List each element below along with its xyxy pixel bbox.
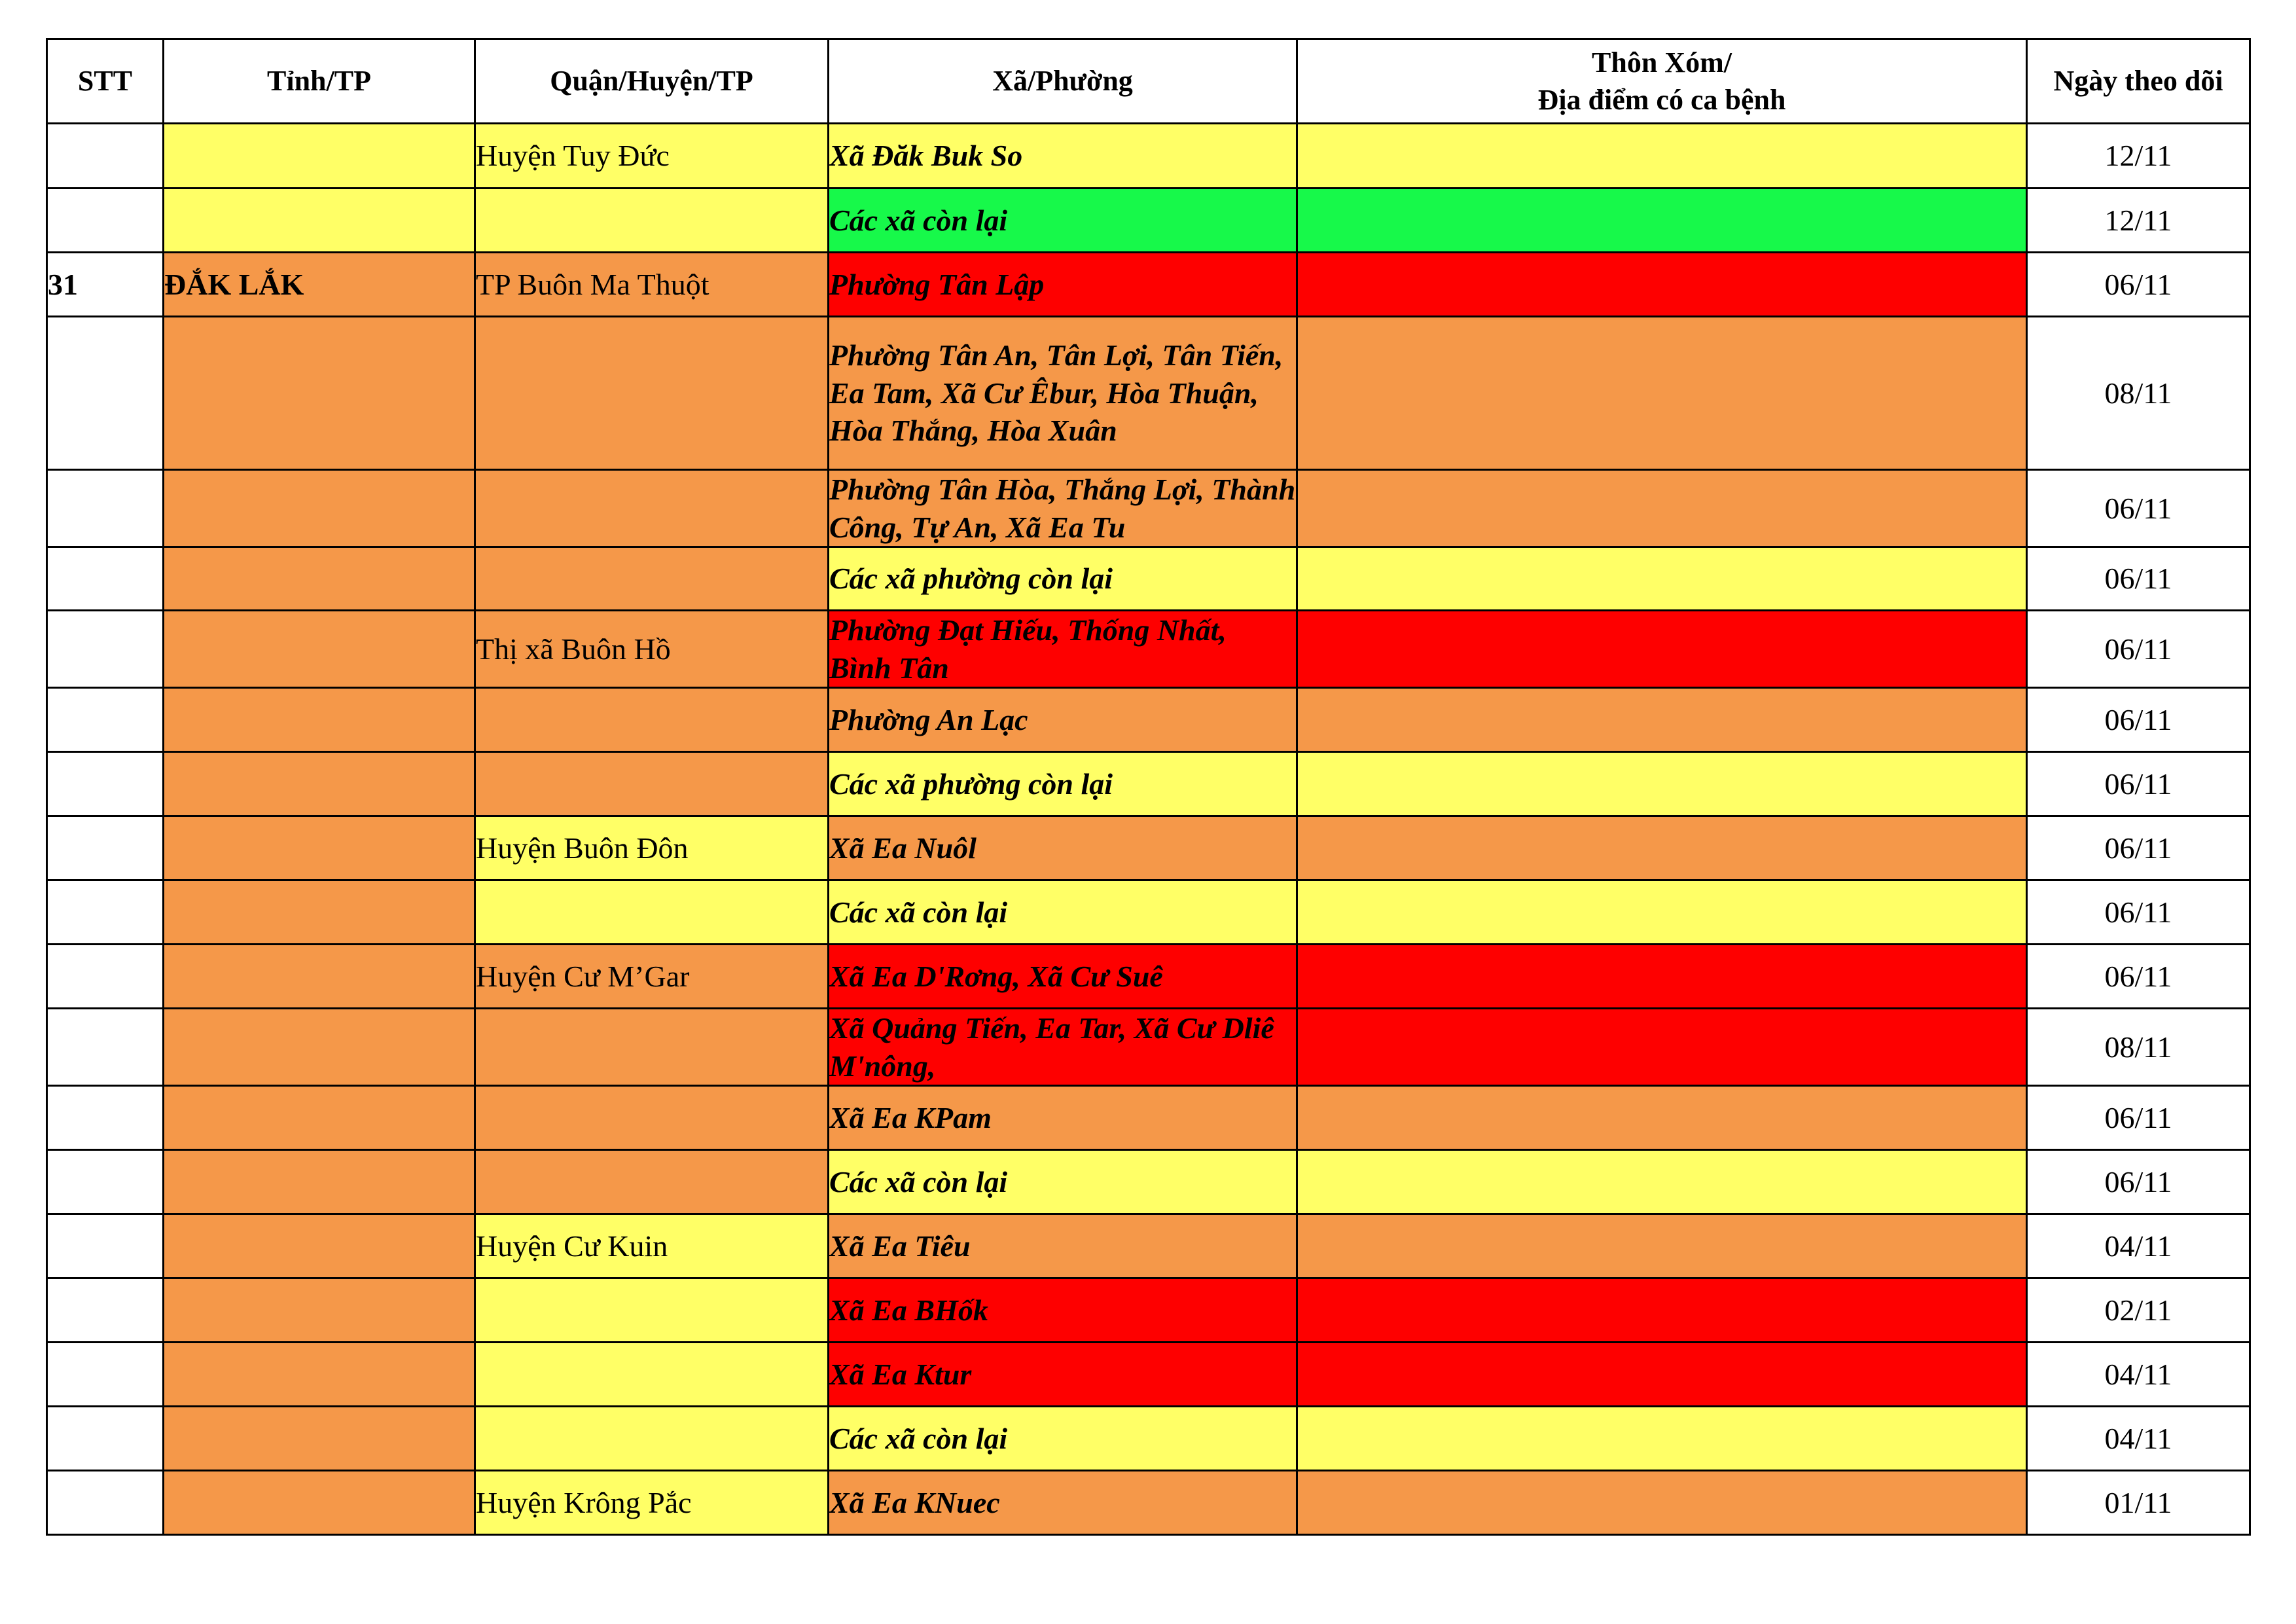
cell-thon: [1297, 253, 2027, 317]
table-row: [47, 547, 2250, 611]
cell-quan: [475, 1407, 829, 1471]
cell-thon: [1297, 688, 2027, 752]
cell-tinh: [164, 470, 475, 547]
cell-xa: Phường Tân Hòa, Thắng Lợi, Thành Công, Tự An, Xã Ea Tu: [829, 470, 1297, 547]
table-row: [47, 752, 2250, 816]
cell-ngay: 06/11: [2027, 688, 2250, 752]
cell-ngay: 02/11: [2027, 1278, 2250, 1343]
cell-stt: [47, 470, 164, 547]
cell-tinh: [164, 816, 475, 880]
cell-xa: Xã Ea KPam: [829, 1086, 1297, 1150]
cell-tinh: [164, 880, 475, 945]
cell-ngay: 04/11: [2027, 1407, 2250, 1471]
cell-xa: Phường Tân An, Tân Lợi, Tân Tiến, Ea Tam, Xã Cư Êbur, Hòa Thuận, Hòa Thắng, Hòa Xuân: [829, 317, 1297, 470]
table-row: [47, 611, 2250, 688]
cell-ngay: 08/11: [2027, 317, 2250, 470]
cell-quan: Huyện Krông Pắc: [475, 1471, 829, 1535]
table-row: [47, 880, 2250, 945]
table-row: [47, 1278, 2250, 1343]
cell-stt: [47, 1407, 164, 1471]
cell-ngay: 04/11: [2027, 1214, 2250, 1278]
table-row: [47, 816, 2250, 880]
table-row: [47, 1343, 2250, 1407]
cell-thon: [1297, 1086, 2027, 1150]
cell-xa: Xã Đăk Buk So: [829, 124, 1297, 189]
cell-xa: Xã Ea BHốk: [829, 1278, 1297, 1343]
cell-ngay: 06/11: [2027, 945, 2250, 1009]
cell-ngay: 06/11: [2027, 470, 2250, 547]
table-row: [47, 945, 2250, 1009]
cell-xa: Các xã còn lại: [829, 189, 1297, 253]
cell-thon: [1297, 547, 2027, 611]
table-row: [47, 470, 2250, 547]
cell-tinh: [164, 124, 475, 189]
cell-quan: Thị xã Buôn Hồ: [475, 611, 829, 688]
cell-quan: [475, 547, 829, 611]
table-row: [47, 124, 2250, 189]
table-row: [47, 253, 2250, 317]
cell-stt: [47, 1009, 164, 1086]
cell-tinh: [164, 1343, 475, 1407]
cell-tinh: [164, 1086, 475, 1150]
cell-xa: Xã Ea D'Rơng, Xã Cư Suê: [829, 945, 1297, 1009]
cell-quan: Huyện Buôn Đôn: [475, 816, 829, 880]
table-row: [47, 317, 2250, 470]
cell-quan: [475, 1009, 829, 1086]
cell-xa: Phường Đạt Hiếu, Thống Nhất, Bình Tân: [829, 611, 1297, 688]
cell-xa: Các xã phường còn lại: [829, 547, 1297, 611]
cell-xa: Các xã còn lại: [829, 1150, 1297, 1214]
cell-quan: [475, 470, 829, 547]
header-row: [47, 39, 2250, 124]
cell-ngay: 06/11: [2027, 1150, 2250, 1214]
cell-xa: Xã Quảng Tiến, Ea Tar, Xã Cư Dliê M'nông,: [829, 1009, 1297, 1086]
header-thon-line2: Địa điểm có ca bệnh: [1537, 84, 1786, 116]
header-ngay: Ngày theo dõi: [2027, 39, 2250, 124]
cell-ngay: 06/11: [2027, 611, 2250, 688]
cell-quan: [475, 1150, 829, 1214]
cell-xa: Các xã còn lại: [829, 880, 1297, 945]
cell-ngay: 06/11: [2027, 816, 2250, 880]
cell-xa: Xã Ea KNuec: [829, 1471, 1297, 1535]
cell-quan: [475, 752, 829, 816]
cell-tinh: [164, 752, 475, 816]
cell-stt: [47, 1086, 164, 1150]
table-row: [47, 1086, 2250, 1150]
cell-thon: [1297, 816, 2027, 880]
cell-stt: [47, 945, 164, 1009]
header-stt: STT: [47, 39, 164, 124]
cell-ngay: 06/11: [2027, 1086, 2250, 1150]
cell-quan: [475, 1086, 829, 1150]
cell-thon: [1297, 1471, 2027, 1535]
cell-xa: Các xã còn lại: [829, 1407, 1297, 1471]
cell-quan: [475, 189, 829, 253]
table-row: [47, 1407, 2250, 1471]
cell-stt: [47, 816, 164, 880]
cell-thon: [1297, 317, 2027, 470]
cell-ngay: 06/11: [2027, 547, 2250, 611]
cell-tinh: [164, 1471, 475, 1535]
cell-stt: [47, 880, 164, 945]
cell-tinh: [164, 945, 475, 1009]
cell-thon: [1297, 752, 2027, 816]
cell-tinh: ĐẮK LẮK: [164, 253, 475, 317]
cell-ngay: 06/11: [2027, 752, 2250, 816]
cell-tinh: [164, 189, 475, 253]
table-row: [47, 1214, 2250, 1278]
cell-stt: [47, 1214, 164, 1278]
cell-stt: [47, 189, 164, 253]
cell-quan: Huyện Cư Kuin: [475, 1214, 829, 1278]
cell-xa: Xã Ea Ktur: [829, 1343, 1297, 1407]
cell-tinh: [164, 1214, 475, 1278]
cell-thon: [1297, 189, 2027, 253]
cell-thon: [1297, 124, 2027, 189]
table-row: [47, 1150, 2250, 1214]
header-thon: [1297, 39, 2027, 124]
epidemic-level-table: [46, 38, 2251, 1536]
cell-stt: [47, 124, 164, 189]
cell-thon: [1297, 1407, 2027, 1471]
cell-quan: [475, 880, 829, 945]
cell-xa: Xã Ea Nuôl: [829, 816, 1297, 880]
cell-quan: Huyện Tuy Đức: [475, 124, 829, 189]
cell-tinh: [164, 1278, 475, 1343]
cell-thon: [1297, 470, 2027, 547]
cell-stt: [47, 752, 164, 816]
cell-tinh: [164, 317, 475, 470]
cell-ngay: 12/11: [2027, 189, 2250, 253]
cell-stt: [47, 317, 164, 470]
cell-quan: Huyện Cư M’Gar: [475, 945, 829, 1009]
cell-thon: [1297, 611, 2027, 688]
cell-stt: [47, 1471, 164, 1535]
cell-xa: Xã Ea Tiêu: [829, 1214, 1297, 1278]
cell-stt: [47, 1343, 164, 1407]
cell-quan: [475, 688, 829, 752]
header-quan: Quận/Huyện/TP: [475, 39, 829, 124]
cell-stt: [47, 547, 164, 611]
cell-quan: [475, 317, 829, 470]
cell-ngay: 06/11: [2027, 253, 2250, 317]
cell-xa: Các xã phường còn lại: [829, 752, 1297, 816]
cell-tinh: [164, 1407, 475, 1471]
table-row: [47, 688, 2250, 752]
cell-xa: Phường Tân Lập: [829, 253, 1297, 317]
header-xa: Xã/Phường: [829, 39, 1297, 124]
cell-thon: [1297, 1150, 2027, 1214]
cell-thon: [1297, 1214, 2027, 1278]
header-thon-line1: Thôn Xóm/: [1592, 46, 1732, 79]
cell-tinh: [164, 688, 475, 752]
cell-thon: [1297, 880, 2027, 945]
table-row: [47, 189, 2250, 253]
cell-quan: [475, 1278, 829, 1343]
header-tinh: Tỉnh/TP: [164, 39, 475, 124]
cell-ngay: 01/11: [2027, 1471, 2250, 1535]
cell-xa: Phường An Lạc: [829, 688, 1297, 752]
cell-thon: [1297, 1343, 2027, 1407]
cell-ngay: 04/11: [2027, 1343, 2250, 1407]
cell-quan: [475, 1343, 829, 1407]
cell-ngay: 12/11: [2027, 124, 2250, 189]
cell-thon: [1297, 1009, 2027, 1086]
cell-stt: [47, 1278, 164, 1343]
cell-thon: [1297, 945, 2027, 1009]
table-row: [47, 1471, 2250, 1535]
cell-stt: 31: [47, 253, 164, 317]
table-row: [47, 1009, 2250, 1086]
cell-tinh: [164, 611, 475, 688]
cell-tinh: [164, 547, 475, 611]
cell-thon: [1297, 1278, 2027, 1343]
cell-quan: TP Buôn Ma Thuột: [475, 253, 829, 317]
cell-ngay: 06/11: [2027, 880, 2250, 945]
cell-tinh: [164, 1150, 475, 1214]
cell-stt: [47, 611, 164, 688]
cell-tinh: [164, 1009, 475, 1086]
cell-stt: [47, 1150, 164, 1214]
cell-ngay: 08/11: [2027, 1009, 2250, 1086]
cell-stt: [47, 688, 164, 752]
